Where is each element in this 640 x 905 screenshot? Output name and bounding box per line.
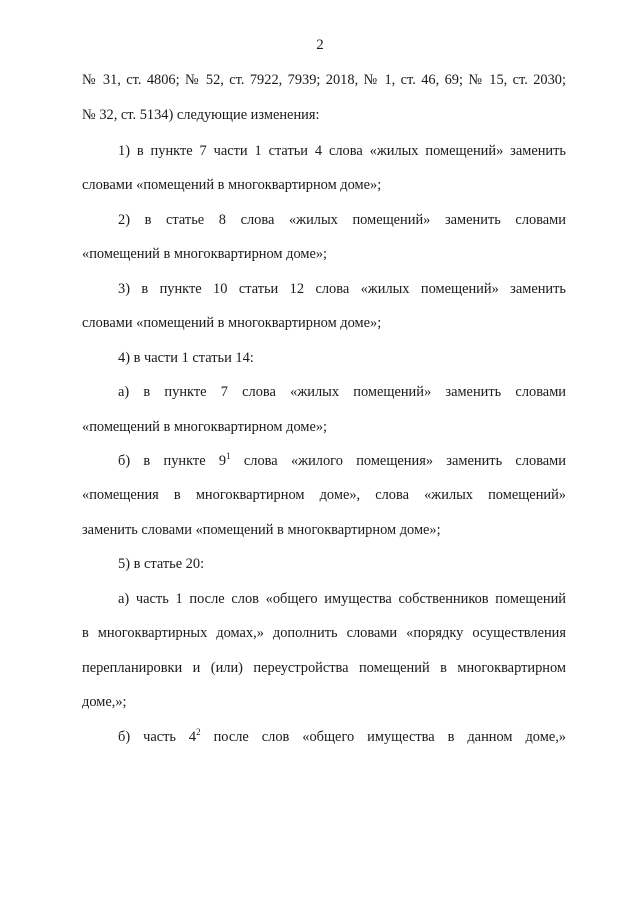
- text-line: 4) в части 1 статьи 14:: [118, 350, 254, 366]
- text-fragment: слова «жилого помещения» заменить словами: [230, 453, 566, 469]
- text-line: [118, 452, 566, 470]
- superscript: 1: [226, 451, 231, 461]
- text-line: «помещений в многоквартирном доме»;: [82, 419, 328, 435]
- text-line: № 32, ст. 5134) следующие изменения:: [82, 107, 320, 123]
- page-number: 2: [316, 37, 324, 53]
- text-line: 3) в пункте 10 статьи 12 слова «жилых помещений» заменить: [118, 281, 566, 297]
- text-fragment: после слов «общего имущества в данном доме,»: [200, 729, 566, 745]
- text-line: 5) в статье 20:: [118, 556, 205, 572]
- text-line: доме,»;: [82, 694, 127, 710]
- text-line: а) в пункте 7 слова «жилых помещений» заменить словами: [118, 384, 566, 400]
- text-line: [118, 728, 566, 746]
- text-line: перепланировки и (или) переустройства помещений в многоквартирном: [82, 660, 566, 676]
- text-line: 1) в пункте 7 части 1 статьи 4 слова «жилых помещений» заменить: [118, 143, 566, 159]
- text-fragment: б) часть 4: [118, 729, 197, 745]
- text-line: словами «помещений в многоквартирном доме»;: [82, 177, 382, 193]
- text-line: в многоквартирных домах,» дополнить словами «порядку осуществления: [82, 625, 566, 641]
- text-line: «помещения в многоквартирном доме», слова «жилых помещений»: [82, 487, 566, 503]
- text-fragment: б) в пункте 9: [118, 453, 227, 469]
- text-line: словами «помещений в многоквартирном доме»;: [82, 315, 382, 331]
- superscript: 2: [196, 727, 201, 737]
- text-line: 2) в статье 8 слова «жилых помещений» заменить словами: [118, 212, 566, 228]
- text-line: «помещений в многоквартирном доме»;: [82, 246, 328, 262]
- text-line: заменить словами «помещений в многоквартирном доме»;: [82, 522, 441, 538]
- text-line: а) часть 1 после слов «общего имущества собственников помещений: [118, 591, 566, 607]
- text-line: № 31, ст. 4806; № 52, ст. 7922, 7939; 2018, № 1, ст. 46, 69; № 15, ст. 2030;: [82, 72, 566, 88]
